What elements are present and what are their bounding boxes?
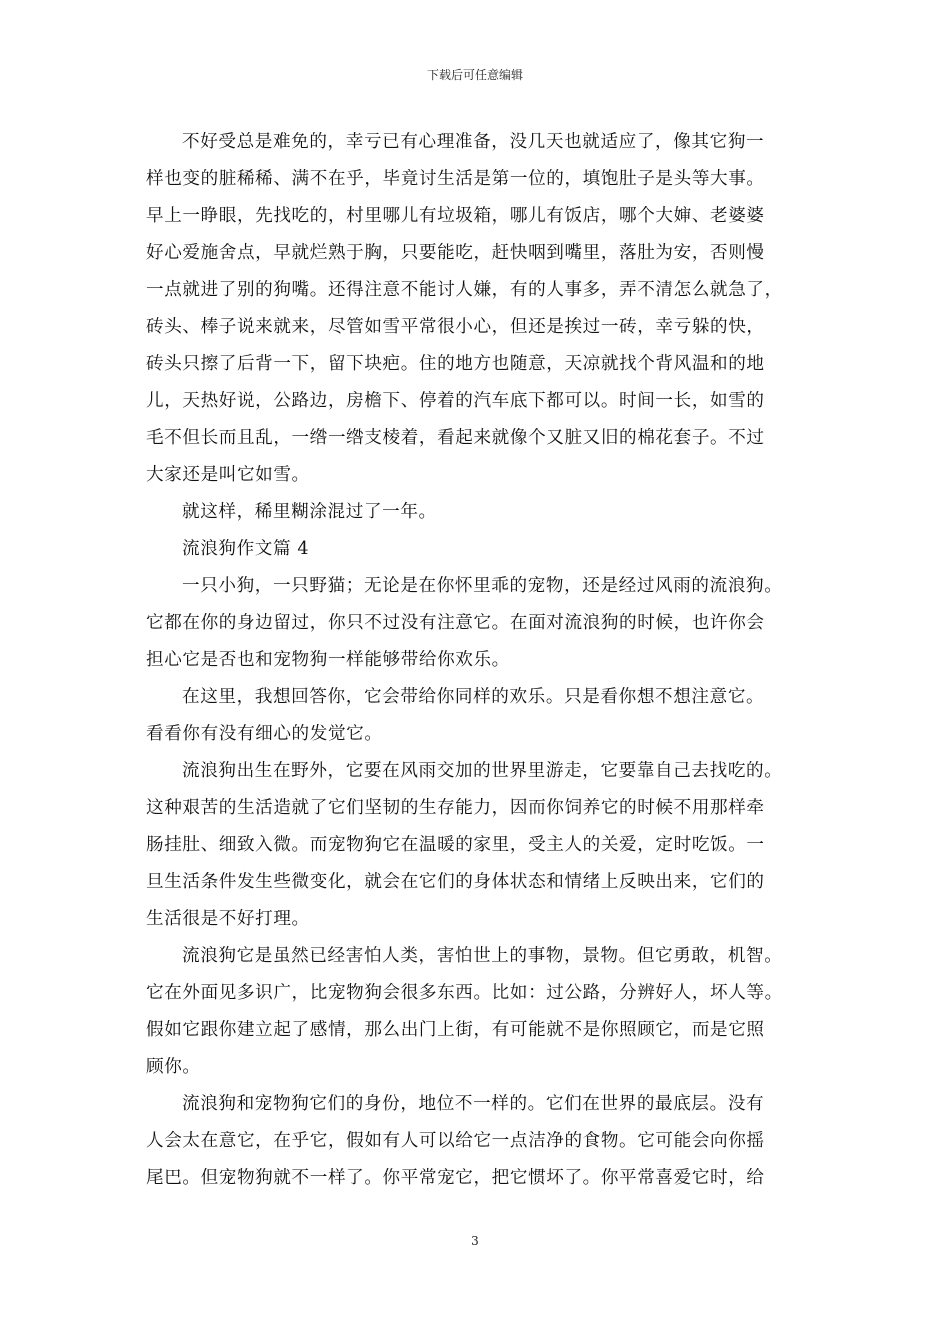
text-line: 这种艰苦的生活造就了它们坚韧的生存能力，因而你饲养它的时候不用那样牵 <box>146 798 765 818</box>
text-line: 儿，天热好说，公路边，房檐下、停着的汽车底下都可以。时间一长，如雪的 <box>146 391 765 411</box>
text-line: 大家还是叫它如雪。 <box>146 465 310 485</box>
text-line: 看看你有没有细心的发觉它。 <box>146 724 383 744</box>
text-line: 流浪狗和宠物狗它们的身份，地位不一样的。它们在世界的最底层。没有 <box>182 1094 765 1114</box>
page-number: 3 <box>471 1234 479 1248</box>
text-line: 人会太在意它，在乎它，假如有人可以给它一点洁净的食物。它可能会向你摇 <box>146 1131 765 1151</box>
text-line: 担心它是否也和宠物狗一样能够带给你欢乐。 <box>146 650 510 670</box>
text-line: 流浪狗作文篇 4 <box>182 539 310 559</box>
text-line: 砖头、棒子说来就来，尽管如雪平常很小心，但还是挨过一砖，幸亏躲的快， <box>146 317 765 337</box>
text-line: 不好受总是难免的，幸亏已有心理准备，没几天也就适应了，像其它狗一 <box>182 132 765 152</box>
body-text <box>146 124 806 1197</box>
text-line: 它都在你的身边留过，你只不过没有注意它。在面对流浪狗的时候，也许你会 <box>146 613 765 633</box>
text-line: 毛不但长而且乱，一绺一绺支棱着，看起来就像个又脏又旧的棉花套子。不过 <box>146 428 765 448</box>
text-line: 一点就进了别的狗嘴。还得注意不能讨人嫌，有的人事多，弄不清怎么就急了， <box>146 280 783 300</box>
text-line: 肠挂肚、细致入微。而宠物狗它在温暖的家里，受主人的关爱，定时吃饭。一 <box>146 835 765 855</box>
text-line: 尾巴。但宠物狗就不一样了。你平常宠它，把它惯坏了。你平常喜爱它时，给 <box>146 1168 765 1188</box>
text-line: 顾你。 <box>146 1057 201 1077</box>
text-line: 早上一睁眼，先找吃的，村里哪儿有垃圾箱，哪儿有饭店，哪个大婶、老婆婆 <box>146 206 765 226</box>
text-line: 就这样，稀里糊涂混过了一年。 <box>182 502 437 522</box>
text-line: 一只小狗，一只野猫；无论是在你怀里乖的宠物，还是经过风雨的流浪狗。 <box>182 576 783 596</box>
text-line: 它在外面见多识广，比宠物狗会很多东西。比如：过公路，分辨好人，坏人等。 <box>146 983 783 1003</box>
text-line: 生活很是不好打理。 <box>146 909 310 929</box>
text-line: 假如它跟你建立起了感情，那么出门上街，有可能就不是你照顾它，而是它照 <box>146 1020 765 1040</box>
text-line: 好心爱施舍点，早就烂熟于胸，只要能吃，赶快咽到嘴里，落肚为安，否则慢 <box>146 243 765 263</box>
text-line: 旦生活条件发生些微变化，就会在它们的身体状态和情绪上反映出来，它们的 <box>146 872 765 892</box>
text-line: 流浪狗出生在野外，它要在风雨交加的世界里游走，它要靠自己去找吃的。 <box>182 761 783 781</box>
text-line: 在这里，我想回答你，它会带给你同样的欢乐。只是看你想不想注意它。 <box>182 687 765 707</box>
page-header: 下载后可任意编辑 <box>426 68 523 82</box>
text-line: 流浪狗它是虽然已经害怕人类，害怕世上的事物，景物。但它勇敢，机智。 <box>182 946 783 966</box>
text-line: 砖头只擦了后背一下，留下块疤。住的地方也随意，天凉就找个背风温和的地 <box>146 354 765 374</box>
text-line: 样也变的脏稀稀、满不在乎，毕竟讨生活是第一位的，填饱肚子是头等大事。 <box>146 169 765 189</box>
